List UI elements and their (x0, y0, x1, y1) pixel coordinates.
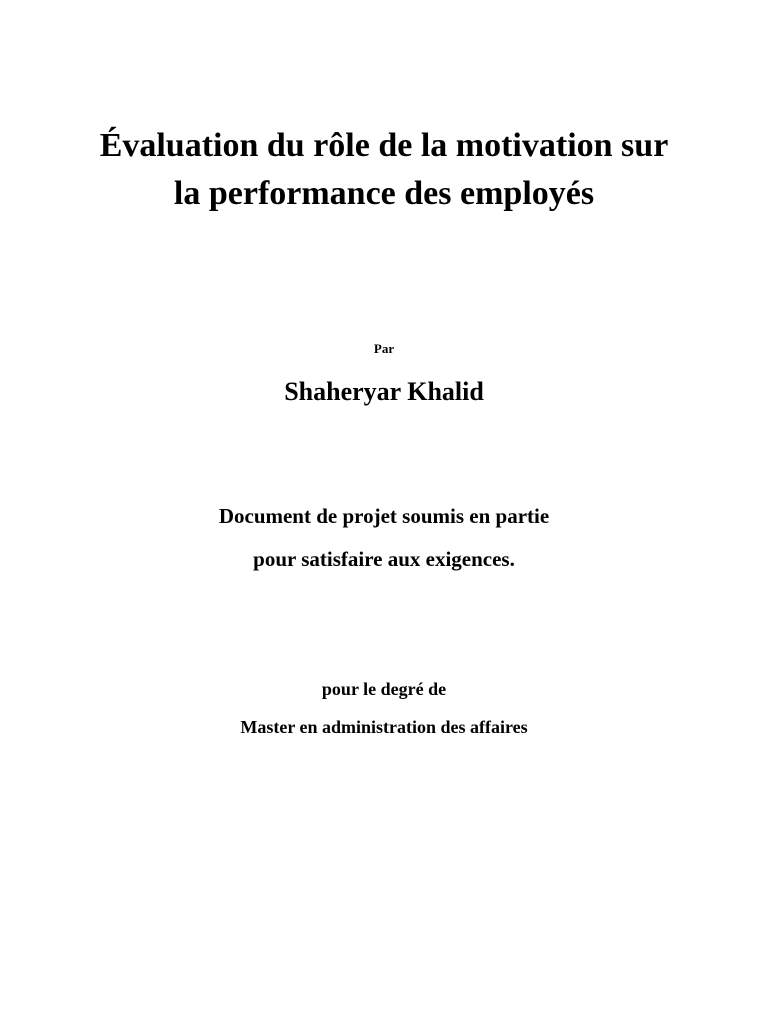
document-title-line-1: Évaluation du rôle de la motivation sur (99, 127, 669, 164)
by-label: Par (373, 341, 395, 356)
submission-text-line-1: Document de projet soumis en partie (218, 504, 550, 528)
submission-text-line-2: pour satisfaire aux exigences. (253, 547, 515, 571)
document-title-line-2: la performance des employés (173, 175, 595, 212)
degree-intro: pour le degré de (321, 679, 447, 699)
author-name: Shaheryar Khalid (284, 377, 484, 406)
degree-name: Master en administration des affaires (240, 717, 528, 737)
